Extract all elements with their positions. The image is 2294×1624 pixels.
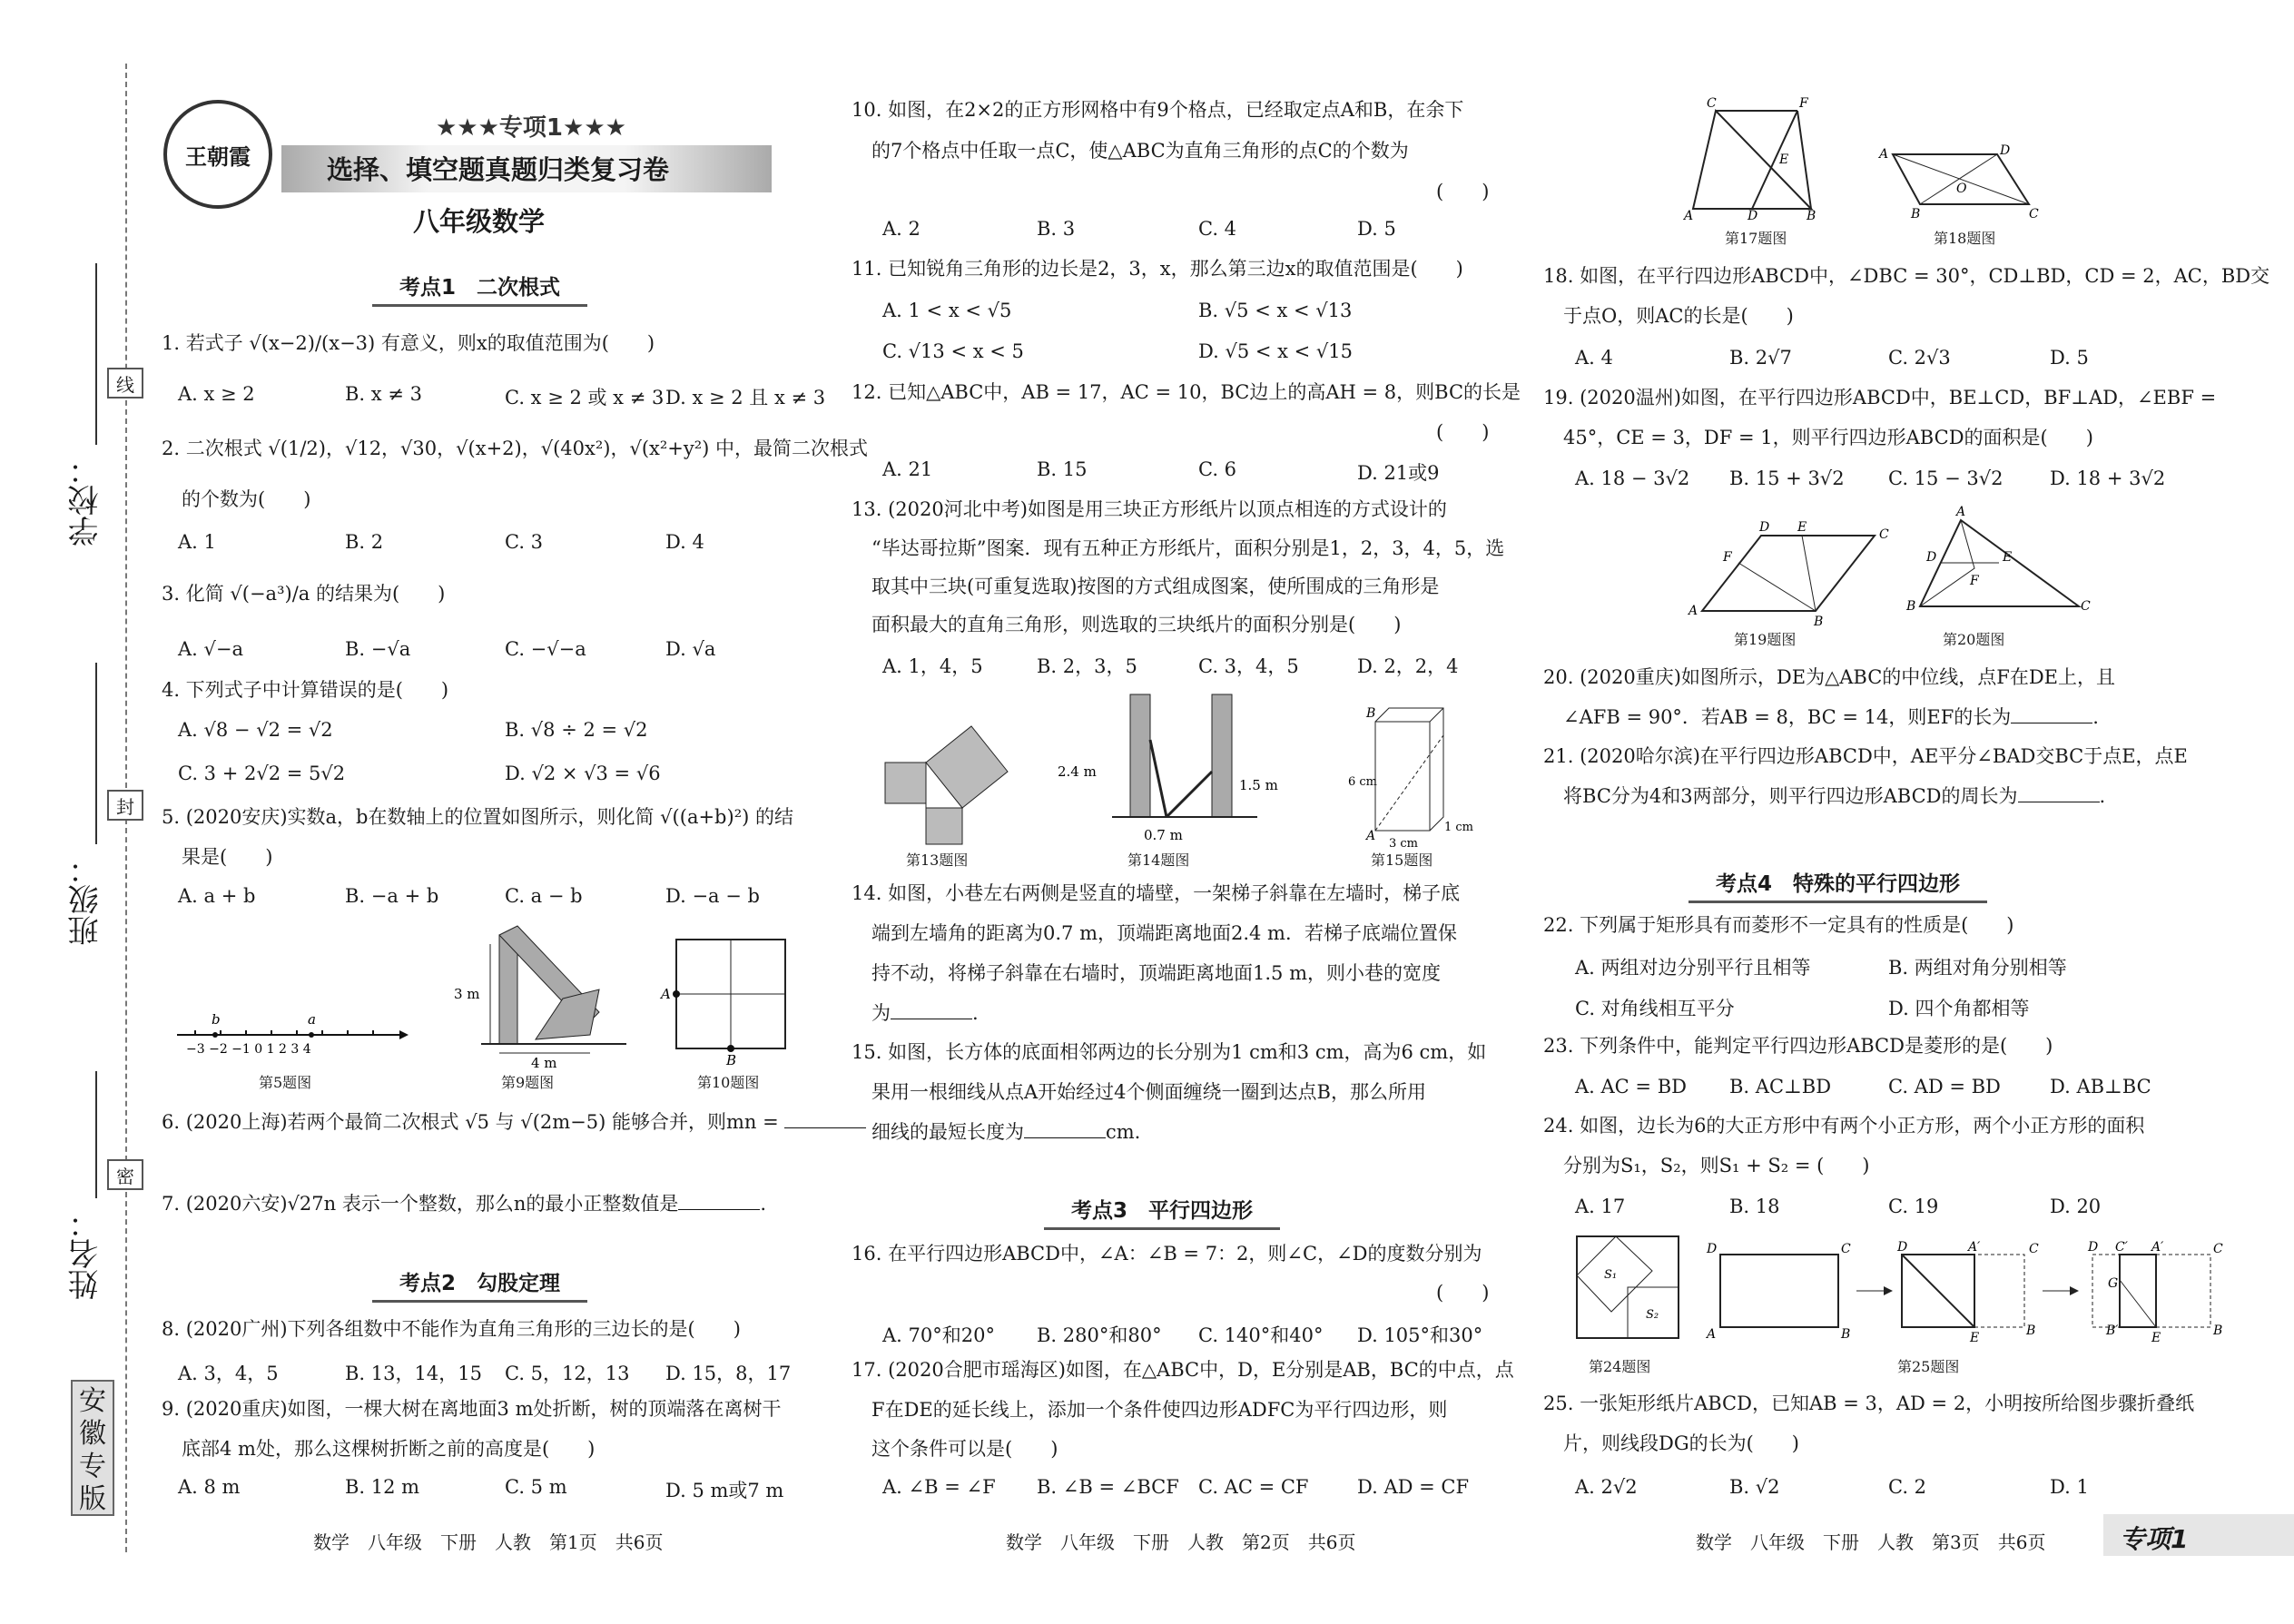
option[interactable]: A. a + b — [178, 885, 256, 907]
option[interactable]: A. 70°和20° — [882, 1324, 995, 1346]
svg-text:D: D — [1759, 520, 1770, 535]
svg-text:S₂: S₂ — [1646, 1308, 1659, 1322]
figure-caption: 第5题图 — [259, 1074, 312, 1091]
option[interactable]: D. √5 < x < √15 — [1198, 340, 1354, 362]
svg-text:6 cm: 6 cm — [1348, 775, 1378, 789]
question-18: 18. 如图，在平行四边形ABCD中，∠DBC = 30°，CD⊥BD，CD = 2，AC，BD交 — [1543, 265, 2270, 287]
svg-text:C: C — [2213, 1242, 2223, 1256]
svg-text:A: A — [1689, 604, 1698, 618]
brand-tag: ★★★专项1★★★ — [436, 114, 626, 142]
svg-text:A: A — [661, 986, 671, 1002]
question-22: 22. 下列属于矩形具有而菱形不一定具有的性质是( ) — [1543, 914, 2014, 936]
option[interactable]: C. 3，4，5 — [1198, 655, 1299, 677]
option[interactable]: D. AD = CF — [1357, 1476, 1470, 1498]
option[interactable]: B. 2，3，5 — [1037, 655, 1137, 677]
option[interactable]: C. 5 m — [505, 1476, 567, 1498]
figure-caption: 第13题图 — [906, 851, 969, 869]
section-heading: 考点1 二次根式 — [372, 271, 587, 307]
option[interactable]: B. 13，14，15 — [345, 1363, 482, 1384]
svg-text:C: C — [1841, 1242, 1851, 1256]
page-footer: 数学 八年级 下册 人教 第2页 共6页 — [1006, 1531, 1356, 1553]
svg-text:B: B — [726, 1052, 737, 1068]
svg-text:E: E — [1970, 1331, 1980, 1345]
question-1: 1. 若式子 √(x−2)/(x−3) 有意义，则x的取值范围为( ) — [162, 332, 655, 354]
question-14: 14. 如图，小巷左右两侧是竖直的墙壁，一架梯子斜靠在左墙时，梯子底 — [852, 882, 1461, 904]
parallelogram-figure — [1689, 520, 1889, 629]
option[interactable]: B. 18 — [1729, 1196, 1780, 1217]
svg-text:C′: C′ — [2115, 1240, 2128, 1255]
section-tag: 专项1 — [2103, 1514, 2294, 1556]
figure-caption: 第19题图 — [1734, 631, 1797, 648]
option[interactable]: D. 1 — [2050, 1476, 2089, 1498]
page-3: C F E A D B 第17题图 A D O B C 第18题图 18. 如图，在平行四边形ABCD中，∠DBC = 30°，CD⊥BD，CD = 2，AC，BD交 于点O，则AC的长是( ) A. 4 B. 2√7 C. 2√3 D. 5 19. (2020温州)如图，在平行四边形ABCD中，BE⊥CD，BF⊥AD，∠EBF = 45°，CE = 3，DF = 1，则平行四边形ABCD的面积是( ) A. 18 − 3√2 B. 15 + 3√2 C. 15 − 3√2 D. 18 + 3√2 A D E C F B 第19题图 A D E F B C 第20题图 20. (2020重庆)如图所示，DE为△ABC的中位线，点F在DE上，且 ∠AFB = 90°．若AB = 8，BC = 14，则EF的长为 . 21. (2020哈尔滨)在平行四边形ABCD中，AE平分∠BAD交BC于点E，点E 将BC分为4和3两部分，则平行四边形ABCD的周长为 . 考点4 特殊的平行四边形 22. 下列属于矩形具有而菱形不一定具有的性质是( ) A. 两组对边分别平行且相等 B. 两组对角分别相等 C. 对角线相互平分 D. 四个角都相等 23. 下列条件中，能判定平行四边形ABCD是菱形的是( ) A. AC = BD B. AC⊥BD C. AD = BD D. AB⊥BC 24. 如图，边长为6的大正方形中有两个小正方形，两个小正方形的面积 分别为S₁，S₂，则S₁ + S₂ = ( ) A. 17 B. 18 C. 19 D. 20 S₁ S₂ 第24题图 D C A B D A′ C E B D C′ A′ C G B′ E B 第25题图 25. 一张矩形纸片ABCD，已知AB = 3，AD = 2，小明按所给图步骤折叠纸 片，则线段DG的长为( ) A. 2√2 B. √2 C. 2 D. 1 数学 八年级 下册 人教 第3页 共6页 — [1543, 96, 2270, 1553]
svg-text:b: b — [212, 1011, 221, 1028]
question-20: 20. (2020重庆)如图所示，DE为△ABC的中位线，点F在DE上，且 — [1543, 666, 2116, 688]
svg-text:E: E — [2003, 550, 2013, 565]
svg-text:B: B — [1814, 615, 1824, 629]
option[interactable]: C. 3 — [505, 531, 544, 553]
svg-text:3 cm: 3 cm — [1389, 837, 1419, 851]
svg-text:B: B — [1807, 209, 1816, 223]
svg-text:E: E — [1779, 153, 1789, 167]
option[interactable]: C. 5，12，13 — [505, 1363, 630, 1384]
svg-text:C: C — [2029, 207, 2039, 221]
option[interactable]: C. 2√3 — [1888, 347, 1951, 369]
option[interactable]: B. 280°和80° — [1037, 1324, 1162, 1346]
school-label: 学校： — [68, 454, 104, 546]
option[interactable]: D. 18 + 3√2 — [2050, 468, 2166, 489]
svg-text:B: B — [1906, 599, 1916, 614]
option[interactable]: D. 5 — [1357, 218, 1396, 240]
option[interactable]: A. 18 − 3√2 — [1575, 468, 1690, 489]
option[interactable]: B. √5 < x < √13 — [1198, 300, 1353, 321]
question-16: 16. 在平行四边形ABCD中，∠A：∠B = 7：2，则∠C，∠D的度数分别为 — [852, 1243, 1482, 1265]
figure-caption: 第15题图 — [1371, 851, 1433, 869]
option[interactable]: B. 3 — [1037, 218, 1076, 240]
option[interactable]: A. 1，4，5 — [882, 655, 983, 677]
page-title: 选择、填空题真题归类复习卷 — [327, 154, 670, 185]
svg-text:1 cm: 1 cm — [1444, 821, 1474, 834]
cuboid-figure — [1348, 704, 1474, 851]
edition-badge: 安徽专版 — [71, 1380, 114, 1516]
triangle-figure — [1684, 96, 1816, 223]
svg-text:B: B — [1366, 706, 1376, 721]
seal-mark: 线 — [107, 368, 143, 399]
option[interactable]: D. √a — [665, 638, 716, 660]
question-21: 21. (2020哈尔滨)在平行四边形ABCD中，AE平分∠BAD交BC于点E，点E — [1543, 745, 2188, 767]
option[interactable]: C. 140°和40° — [1198, 1324, 1324, 1346]
square-figure — [1575, 1235, 1684, 1339]
question-2: 2. 二次根式 √(1/2)，√12，√30，√(x+2)，√(40x²)，√(x²+y²) 中，最简二次根式 — [162, 438, 869, 459]
triangle-figure — [1906, 505, 2091, 620]
option[interactable]: A. 17 — [1575, 1196, 1626, 1217]
figure-caption: 第14题图 — [1127, 851, 1190, 869]
option[interactable]: D. √2 × √3 = √6 — [505, 763, 661, 784]
option[interactable]: B. 2√7 — [1729, 347, 1792, 369]
option[interactable]: A. 3，4，5 — [178, 1363, 279, 1384]
option[interactable]: B. √8 ÷ 2 = √2 — [505, 719, 648, 741]
option[interactable]: D. 5 — [2050, 347, 2089, 369]
option[interactable]: A. 21 — [882, 458, 933, 480]
svg-text:C: C — [1707, 96, 1717, 111]
option[interactable]: B. −a + b — [345, 885, 439, 907]
svg-text:2.4 m: 2.4 m — [1058, 763, 1097, 780]
svg-text:B′: B′ — [2106, 1324, 2119, 1338]
question-7: 7. (2020六安)√27n 表示一个整数，那么n的最小正整数值是 . — [162, 1193, 767, 1215]
pythagoras-figure — [885, 717, 1012, 844]
option[interactable]: A. 1 — [178, 531, 216, 553]
question-11: 11. 已知锐角三角形的边长是2，3，x，那么第三边x的取值范围是( ) — [852, 258, 1463, 280]
option[interactable]: B. 2 — [345, 531, 384, 553]
question-17: 17. (2020合肥市瑶海区)如图，在△ABC中，D，E分别是AB，BC的中点，点 — [852, 1359, 1514, 1381]
option[interactable]: A. 1 < x < √5 — [882, 300, 1012, 321]
option[interactable]: D. 21或9 — [1357, 462, 1440, 484]
page-footer: 数学 八年级 下册 人教 第3页 共6页 — [1696, 1531, 2046, 1553]
option[interactable]: C. 3 + 2√2 = 5√2 — [178, 763, 346, 784]
option[interactable]: D. 20 — [2050, 1196, 2102, 1217]
option[interactable]: C. 2 — [1888, 1476, 1927, 1498]
question-12: 12. 已知△ABC中，AB = 17，AC = 10，BC边上的高AH = 8，则BC的长是 — [852, 381, 1521, 403]
svg-text:A′: A′ — [1968, 1240, 1981, 1255]
option[interactable]: D. 5 m或7 m — [665, 1480, 784, 1501]
option[interactable]: D. 4 — [665, 531, 704, 553]
option[interactable]: B. 15 + 3√2 — [1729, 468, 1845, 489]
option[interactable]: C. AD = BD — [1888, 1076, 2001, 1097]
option[interactable]: B. 12 m — [345, 1476, 420, 1498]
option[interactable]: A. x ≥ 2 — [178, 383, 255, 405]
svg-text:1.5 m: 1.5 m — [1239, 777, 1278, 793]
question-13: 13. (2020河北中考)如图是用三块正方形纸片以顶点相连的方式设计的 — [852, 498, 1447, 520]
broken-tree-figure — [454, 926, 626, 1071]
svg-text:A: A — [1879, 147, 1889, 162]
svg-text:E: E — [1797, 520, 1807, 535]
option[interactable]: B. −√a — [345, 638, 411, 660]
section-heading: 考点2 勾股定理 — [372, 1266, 587, 1303]
question-6: 6. (2020上海)若两个最简二次根式 √5 与 √(2m−5) 能够合并，则mn = — [162, 1107, 866, 1137]
answer-blank[interactable] — [1024, 1137, 1106, 1138]
figure-caption: 第24题图 — [1589, 1358, 1651, 1375]
svg-text:A′: A′ — [2151, 1240, 2164, 1255]
ladder-figure — [1058, 690, 1278, 844]
svg-text:D: D — [1926, 550, 1937, 565]
svg-text:A: A — [1707, 1327, 1717, 1342]
page-2: 10. 如图，在2×2的正方形网格中有9个格点，已经取定点A和B，在余下 的7个格点中任取一点C，使△ABC为直角三角形的点C的个数为 ( ) A. 2 B. 3 C. 4 D. 5 11. 已知锐角三角形的边长是2，3，x，那么第三边x的取值范围是( ) A. 1 < x < √5 B. √5 < x < √13 C. √13 < x < 5 D. √5 < x < √15 12. 已知△ABC中，AB = 17，AC = 10，BC边上的高AH = 8，则BC的长是 ( ) A. 21 B. 15 C. 6 D. 21或9 13. (2020河北中考)如图是用三块正方形纸片以顶点相连的方式设计的 “毕达哥拉斯”图案．现有五种正方形纸片，面积分别是1，2，3，4，5，选 取其中三块(可重复选取)按图的方式组成图案，使所围成的三角形是 面积最大的直角三角形，则选取的三块纸片的面积分别是( ) A. 1，4，5 B. 2，3，5 C. 3，4，5 D. 2，2，4 第13题图 2.4 m 1.5 m 0.7 m 第14题图 B A 3 cm 1 cm 6 cm 第15题图 14. 如图，小巷左右两侧是竖直的墙壁，一架梯子斜靠在左墙时，梯子底 端到左墙角的距离为0.7 m，顶端距离地面2.4 m．若梯子底端位置保 持不动，将梯子斜靠在右墙时，顶端距离地面1.5 m，则小巷的宽度 为 . 15. 如图，长方体的底面相邻两边的长分别为1 cm和3 cm，高为6 cm，如 果用一根细线从点A开始经过4个侧面缠绕一圈到达点B，那么所用 细线的最短长度为 cm. 考点3 平行四边形 16. 在平行四边形ABCD中，∠A：∠B = 7：2，则∠C，∠D的度数分别为 ( ) A. 70°和20° B. 280°和80° C. 140°和40° D. 105°和30° 17. (2020合肥市瑶海区)如图，在△ABC中，D，E分别是AB，BC的中点，点 F在DE的延长线上，添加一个条件使四边形ADFC为平行四边形，则 这个条件可以是( ) A. ∠B = ∠F B. ∠B = ∠BCF C. AC = CF D. AD = CF 数学 八年级 下册 人教 第2页 共6页 — [844, 0, 1516, 1624]
question-3: 3. 化简 √(−a³)/a 的结果为( ) — [162, 583, 446, 605]
option[interactable]: C. 6 — [1198, 458, 1237, 480]
option[interactable]: A. 两组对边分别平行且相等 — [1575, 957, 1811, 979]
question-24: 24. 如图，边长为6的大正方形中有两个小正方形，两个小正方形的面积 — [1543, 1115, 2145, 1137]
seal-mark: 封 — [107, 790, 143, 821]
figure-caption: 第25题图 — [1897, 1358, 1960, 1375]
svg-text:G: G — [2108, 1276, 2119, 1291]
figure-caption: 第10题图 — [697, 1074, 760, 1091]
option[interactable]: C. x ≥ 2 或 x ≠ 3 — [505, 387, 665, 408]
option[interactable]: C. 15 − 3√2 — [1888, 468, 2004, 489]
svg-text:C: C — [2029, 1242, 2039, 1256]
option[interactable]: A. 8 m — [178, 1476, 241, 1498]
option[interactable]: C. a − b — [505, 885, 583, 907]
seal-mark: 密 — [107, 1159, 143, 1190]
grid-figure — [661, 935, 790, 1068]
svg-text:A: A — [1366, 829, 1376, 843]
svg-text:D: D — [2000, 143, 2011, 158]
svg-text:F: F — [1723, 550, 1732, 565]
svg-text:O: O — [1956, 182, 1967, 196]
folding-figure — [1698, 1240, 2242, 1345]
option[interactable]: D. 四个角都相等 — [1888, 998, 2030, 1019]
svg-text:B: B — [2213, 1324, 2223, 1338]
class-label: 班级： — [68, 853, 104, 946]
option[interactable]: D. 15，8，17 — [665, 1363, 792, 1384]
section-heading: 考点4 特殊的平行四边形 — [1689, 867, 1987, 903]
option[interactable]: C. AC = CF — [1198, 1476, 1309, 1498]
option[interactable]: A. 4 — [1575, 347, 1613, 369]
section-heading: 考点3 平行四边形 — [1044, 1194, 1280, 1230]
option[interactable]: B. x ≠ 3 — [345, 383, 422, 405]
option[interactable]: D. x ≥ 2 且 x ≠ 3 — [665, 387, 826, 408]
svg-text:C: C — [2081, 599, 2091, 614]
option[interactable]: C. 4 — [1198, 218, 1237, 240]
svg-text:E: E — [2151, 1331, 2161, 1345]
question-8: 8. (2020广州)下列各组数中不能作为直角三角形的三边长的是( ) — [162, 1318, 741, 1340]
option[interactable]: A. √8 − √2 = √2 — [178, 719, 333, 741]
svg-text:−3 −2 −1 0 1 2 3 4: −3 −2 −1 0 1 2 3 4 — [186, 1042, 311, 1057]
number-line-figure — [177, 1008, 413, 1057]
option[interactable]: A. ∠B = ∠F — [882, 1476, 996, 1498]
option[interactable]: B. ∠B = ∠BCF — [1037, 1476, 1179, 1498]
option[interactable]: C. √13 < x < 5 — [882, 340, 1024, 362]
svg-text:D: D — [2088, 1240, 2099, 1255]
option[interactable]: A. 2√2 — [1575, 1476, 1638, 1498]
svg-text:F: F — [1970, 574, 1979, 588]
question-19: 19. (2020温州)如图，在平行四边形ABCD中，BE⊥CD，BF⊥AD，∠EBF = — [1543, 387, 2217, 408]
option[interactable]: B. AC⊥BD — [1729, 1076, 1832, 1097]
svg-text:0.7 m: 0.7 m — [1144, 827, 1183, 843]
svg-text:3 m: 3 m — [454, 986, 480, 1002]
question-9: 9. (2020重庆)如图，一棵大树在离地面3 m处折断，树的顶端落在离树干 — [162, 1398, 782, 1420]
svg-text:S₁: S₁ — [1604, 1268, 1618, 1282]
figure-caption: 第17题图 — [1725, 230, 1787, 247]
page-footer: 数学 八年级 下册 人教 第1页 共6页 — [313, 1531, 664, 1553]
subject-title: 八年级数学 — [413, 206, 546, 237]
question-4: 4. 下列式子中计算错误的是( ) — [162, 679, 449, 701]
svg-text:D: D — [1707, 1242, 1718, 1256]
svg-text:B: B — [1841, 1327, 1851, 1342]
option[interactable]: D. 2，2，4 — [1357, 655, 1459, 677]
page-1: 王朝霞 ★★★专项1★★★ 选择、填空题真题归类复习卷 八年级数学 考点1 二次根式 1. 若式子 √(x−2)/(x−3) 有意义，则x的取值范围为( ) A. x ≥ 2 B. x ≠ 3 C. x ≥ 2 或 x ≠ 3 D. x ≥ 2 且 x ≠ 3 2. 二次根式 √(1/2)，√12，√30，√(x+2)，√(40x²)，√(x²+y²) 中，最简二次根式 的个数为( ) A. 1 B. 2 C. 3 D. 4 3. 化简 √(−a³)/a 的结果为( ) A. √−a B. −√a C. −√−a D. √a 4. 下列式子中计算错误的是( ) A. √8 − √2 = √2 B. √8 ÷ 2 = √2 C. 3 + 2√2 = 5√2 D. √2 × √3 = √6 5. (2020安庆)实数a，b在数轴上的位置如图所示，则化简 √((a+b)²) 的结 果是( ) A. a + b B. −a + b C. a − b D. −a − b b a −3 −2 −1 0 1 2 3 4 第5题图 3 m 4 m 第9题图 A B 第10题图 6. (2020上海)若两个最简二次根式 √5 与 √(2m−5) 能够合并，则mn = 7. (2020六安)√27n 表示一个整数，那么n的最小正整数值是 . 考点2 勾股定理 8. (2020广州)下列各组数中不能作为直角三角形的三边长的是( ) A. 3，4，5 B. 13，14，15 C. 5，12，13 D. 15，8，17 9. (2020重庆)如图，一棵大树在离地面3 m处折断，树的顶端落在离树干 底部4 m处，那么这棵树折断之前的高度是( ) A. 8 m B. 12 m C. 5 m D. 5 m或7 m 数学 八年级 下册 人教 第1页 共6页 — [0, 0, 826, 1624]
svg-text:D: D — [1748, 209, 1758, 223]
figure-caption: 第20题图 — [1943, 631, 2005, 648]
option[interactable]: C. 对角线相互平分 — [1575, 998, 1735, 1019]
option[interactable]: B. 两组对角分别相等 — [1888, 957, 2067, 979]
name-label: 姓名： — [68, 1207, 104, 1300]
figure-caption: 第18题图 — [1934, 230, 1996, 247]
answer-blank[interactable] — [678, 1209, 760, 1210]
option[interactable]: D. 105°和30° — [1357, 1324, 1483, 1346]
option[interactable]: D. −a − b — [665, 885, 760, 907]
svg-text:A: A — [1684, 209, 1694, 223]
svg-text:D: D — [1897, 1240, 1908, 1255]
question-15: 15. 如图，长方体的底面相邻两边的长分别为1 cm和3 cm，高为6 cm，如 — [852, 1041, 1487, 1063]
svg-text:4 m: 4 m — [531, 1055, 557, 1071]
option[interactable]: A. AC = BD — [1575, 1076, 1687, 1097]
svg-text:C: C — [1879, 527, 1889, 542]
svg-text:B: B — [2026, 1324, 2036, 1338]
parallelogram-figure — [1879, 143, 2039, 221]
option[interactable]: B. √2 — [1729, 1476, 1780, 1498]
brand-logo: 王朝霞 — [163, 100, 272, 209]
question-5: 5. (2020安庆)实数a，b在数轴上的位置如图所示，则化简 √((a+b)²) 的结 — [162, 806, 793, 828]
svg-text:F: F — [1799, 96, 1808, 111]
svg-text:B: B — [1911, 207, 1921, 221]
question-10: 10. 如图，在2×2的正方形网格中有9个格点，已经取定点A和B，在余下 — [852, 99, 1464, 121]
option[interactable]: B. 15 — [1037, 458, 1088, 480]
question-23: 23. 下列条件中，能判定平行四边形ABCD是菱形的是( ) — [1543, 1035, 2053, 1057]
question-25: 25. 一张矩形纸片ABCD，已知AB = 3，AD = 2，小明按所给图步骤折叠纸 — [1543, 1393, 2195, 1414]
option[interactable]: D. AB⊥BC — [2050, 1076, 2151, 1097]
option[interactable]: A. 2 — [882, 218, 921, 240]
figure-caption: 第9题图 — [501, 1074, 555, 1091]
svg-text:a: a — [308, 1011, 316, 1028]
option[interactable]: C. 19 — [1888, 1196, 1939, 1217]
svg-text:A: A — [1956, 505, 1966, 519]
option[interactable]: A. √−a — [178, 638, 244, 660]
option[interactable]: C. −√−a — [505, 638, 586, 660]
